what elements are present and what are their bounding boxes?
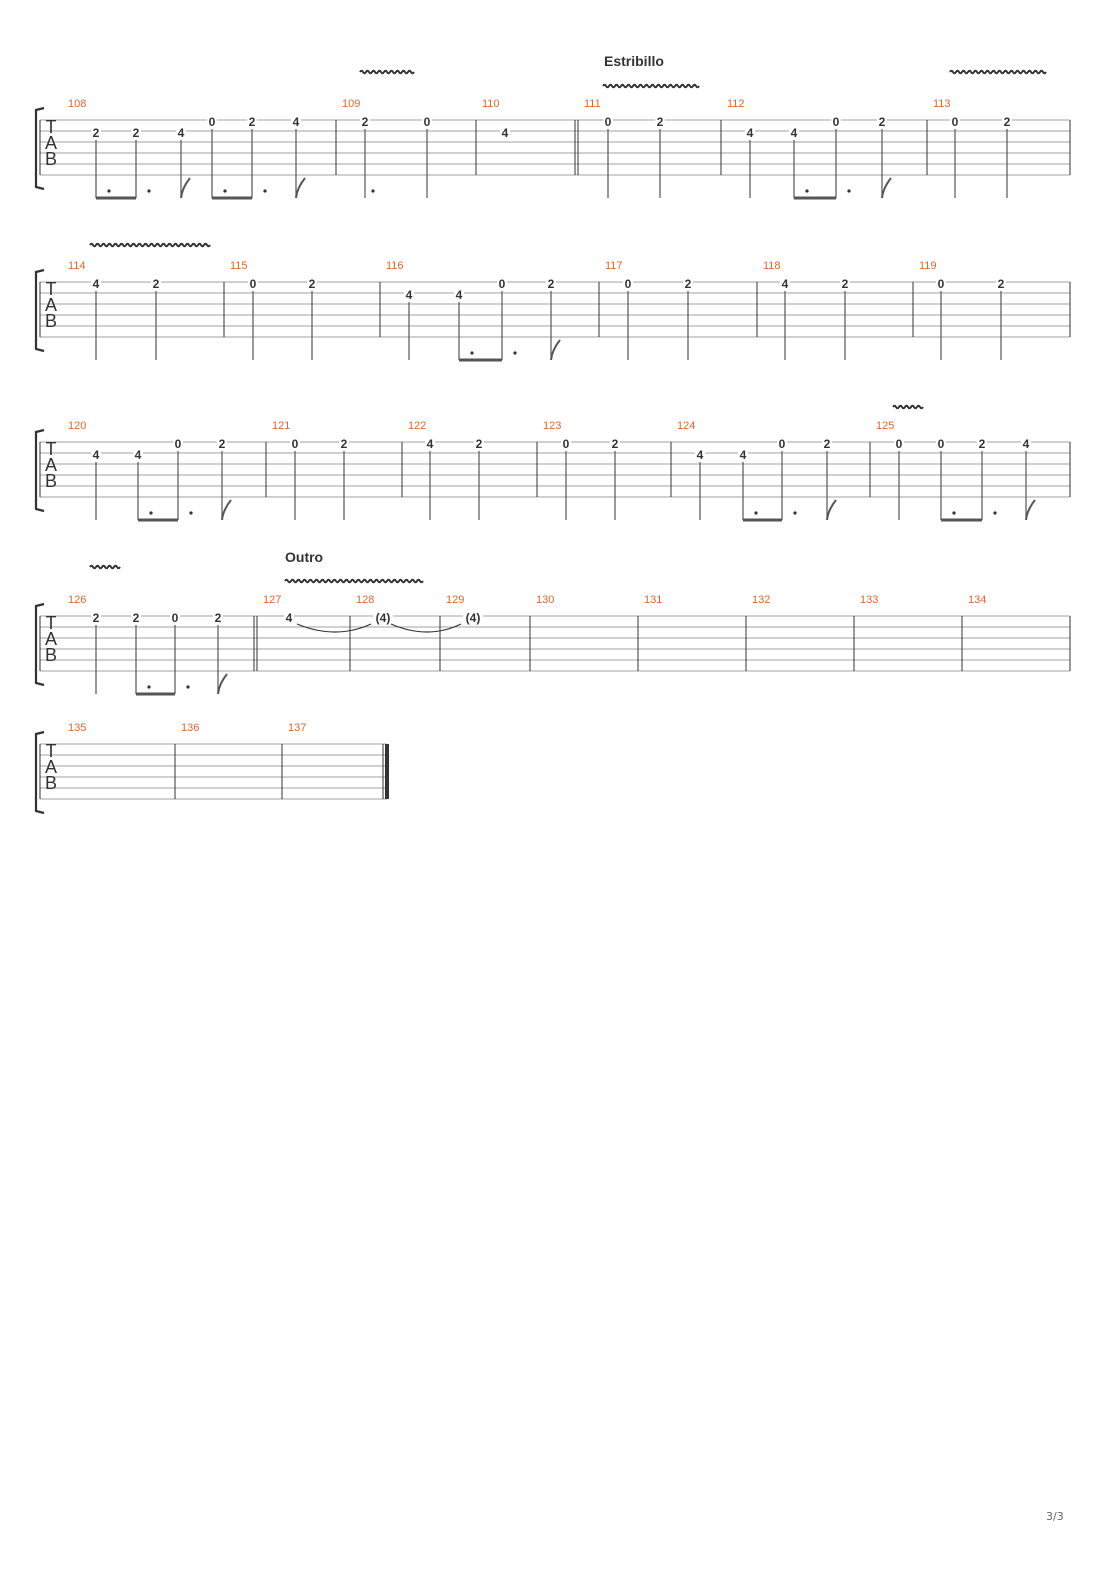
fret-number: 2 <box>218 437 226 451</box>
fret-number: 0 <box>832 115 840 129</box>
fret-number: 0 <box>291 437 299 451</box>
measure-number: 119 <box>919 260 937 272</box>
tab-clef-letter: A <box>44 455 58 475</box>
rhythm-dot <box>952 511 955 514</box>
rhythm-dot <box>149 511 152 514</box>
fret-number: 4 <box>426 437 434 451</box>
rhythm-dot <box>107 189 110 192</box>
vibrato-mark <box>893 406 923 409</box>
rhythm-dot <box>754 511 757 514</box>
tab-clef-letter: B <box>44 645 58 665</box>
measure-number: 115 <box>230 260 248 272</box>
tab-clef-letter: B <box>44 471 58 491</box>
rhythm-dot <box>223 189 226 192</box>
measure-number: 126 <box>68 594 87 606</box>
measure-number: 110 <box>482 98 500 110</box>
tab-clef-letter: B <box>44 149 58 169</box>
fret-number: 0 <box>562 437 570 451</box>
fret-number: 2 <box>475 437 483 451</box>
fret-number: 4 <box>405 288 413 302</box>
fret-number: 4 <box>292 115 300 129</box>
measure-number: 118 <box>763 260 781 272</box>
fret-number: 2 <box>841 277 849 291</box>
fret-number: 2 <box>92 126 100 140</box>
measure-number: 109 <box>342 98 361 110</box>
tab-clef-letter: A <box>44 629 58 649</box>
rhythm-dot <box>805 189 808 192</box>
tab-clef-letter: T <box>45 741 57 761</box>
measure-number: 136 <box>181 722 200 734</box>
measure-number: 113 <box>933 98 951 110</box>
tab-clef-letter: A <box>44 757 58 777</box>
tab-clef-letter: A <box>44 133 58 153</box>
fret-number: 4 <box>177 126 185 140</box>
fret-number: 2 <box>823 437 831 451</box>
measure-number: 131 <box>644 594 663 606</box>
eighth-flag <box>296 178 305 198</box>
eighth-flag <box>1026 500 1035 520</box>
vibrato-mark <box>950 71 1046 74</box>
fret-number: 0 <box>249 277 257 291</box>
fret-number: (4) <box>465 611 481 625</box>
fret-number: 4 <box>92 448 100 462</box>
measure-number: 111 <box>584 98 601 110</box>
fret-number: 4 <box>739 448 747 462</box>
fret-number: 4 <box>455 288 463 302</box>
fret-number: 2 <box>248 115 256 129</box>
eighth-flag <box>827 500 836 520</box>
fret-number: 0 <box>498 277 506 291</box>
fret-number: (4) <box>375 611 391 625</box>
rhythm-dot <box>470 351 473 354</box>
fret-number: 4 <box>285 611 293 625</box>
fret-number: 0 <box>423 115 431 129</box>
measure-number: 116 <box>386 260 404 272</box>
fret-number: 4 <box>1022 437 1030 451</box>
measure-number: 121 <box>272 420 291 432</box>
fret-number: 0 <box>208 115 216 129</box>
fret-number: 0 <box>895 437 903 451</box>
rhythm-dot <box>371 189 374 192</box>
fret-number: 2 <box>308 277 316 291</box>
measure-number: 132 <box>752 594 771 606</box>
rhythm-dot <box>513 351 516 354</box>
measure-number: 134 <box>968 594 987 606</box>
fret-number: 0 <box>778 437 786 451</box>
eighth-flag <box>218 674 227 694</box>
measure-number: 122 <box>408 420 427 432</box>
rhythm-dot <box>993 511 996 514</box>
tab-clef-letter: B <box>44 311 58 331</box>
fret-number: 0 <box>174 437 182 451</box>
tab-clef-letter: T <box>45 117 57 137</box>
measure-number: 127 <box>263 594 282 606</box>
fret-number: 4 <box>746 126 754 140</box>
fret-number: 0 <box>624 277 632 291</box>
fret-number: 2 <box>132 611 140 625</box>
fret-number: 4 <box>781 277 789 291</box>
fret-number: 0 <box>937 277 945 291</box>
fret-number: 4 <box>134 448 142 462</box>
eighth-flag <box>551 340 560 360</box>
measure-number: 120 <box>68 420 87 432</box>
rhythm-dot <box>186 685 189 688</box>
measure-number: 124 <box>677 420 696 432</box>
fret-number: 0 <box>171 611 179 625</box>
fret-number: 2 <box>1003 115 1011 129</box>
tab-clef-letter: T <box>45 439 57 459</box>
fret-number: 0 <box>604 115 612 129</box>
fret-number: 2 <box>978 437 986 451</box>
measure-number: 130 <box>536 594 555 606</box>
eighth-flag <box>222 500 231 520</box>
tab-clef-letter: B <box>44 773 58 793</box>
fret-number: 4 <box>501 126 509 140</box>
fret-number: 4 <box>696 448 704 462</box>
vibrato-mark <box>360 71 414 74</box>
tab-clef-letter: T <box>45 613 57 633</box>
fret-number: 4 <box>92 277 100 291</box>
fret-number: 0 <box>937 437 945 451</box>
section-label: Estribillo <box>604 53 664 69</box>
fret-number: 2 <box>878 115 886 129</box>
vibrato-mark <box>90 244 210 247</box>
fret-number: 2 <box>214 611 222 625</box>
measure-number: 137 <box>288 722 307 734</box>
measure-number: 128 <box>356 594 375 606</box>
measure-number: 129 <box>446 594 465 606</box>
measure-number: 108 <box>68 98 87 110</box>
tab-clef-letter: A <box>44 295 58 315</box>
measure-number: 123 <box>543 420 562 432</box>
fret-number: 2 <box>132 126 140 140</box>
tab-clef-letter: T <box>45 279 57 299</box>
eighth-flag <box>882 178 891 198</box>
rhythm-dot <box>147 189 150 192</box>
fret-number: 2 <box>92 611 100 625</box>
fret-number: 2 <box>611 437 619 451</box>
eighth-flag <box>181 178 190 198</box>
vibrato-mark <box>90 566 120 569</box>
rhythm-dot <box>263 189 266 192</box>
measure-number: 114 <box>68 260 86 272</box>
fret-number: 2 <box>340 437 348 451</box>
section-label: Outro <box>285 549 324 565</box>
vibrato-mark <box>603 85 699 88</box>
measure-number: 117 <box>605 260 623 272</box>
vibrato-mark <box>285 580 423 583</box>
rhythm-dot <box>847 189 850 192</box>
fret-number: 0 <box>951 115 959 129</box>
fret-number: 2 <box>547 277 555 291</box>
measure-number: 135 <box>68 722 87 734</box>
measure-number: 133 <box>860 594 879 606</box>
fret-number: 2 <box>361 115 369 129</box>
measure-number: 112 <box>727 98 745 110</box>
page-number: 3/3 <box>1046 1510 1064 1523</box>
measure-number: 125 <box>876 420 895 432</box>
rhythm-dot <box>189 511 192 514</box>
tie-arc <box>297 624 371 632</box>
fret-number: 2 <box>656 115 664 129</box>
fret-number: 2 <box>997 277 1005 291</box>
fret-number: 2 <box>684 277 692 291</box>
fret-number: 2 <box>152 277 160 291</box>
rhythm-dot <box>147 685 150 688</box>
rhythm-dot <box>793 511 796 514</box>
fret-number: 4 <box>790 126 798 140</box>
tie-arc <box>391 624 461 632</box>
